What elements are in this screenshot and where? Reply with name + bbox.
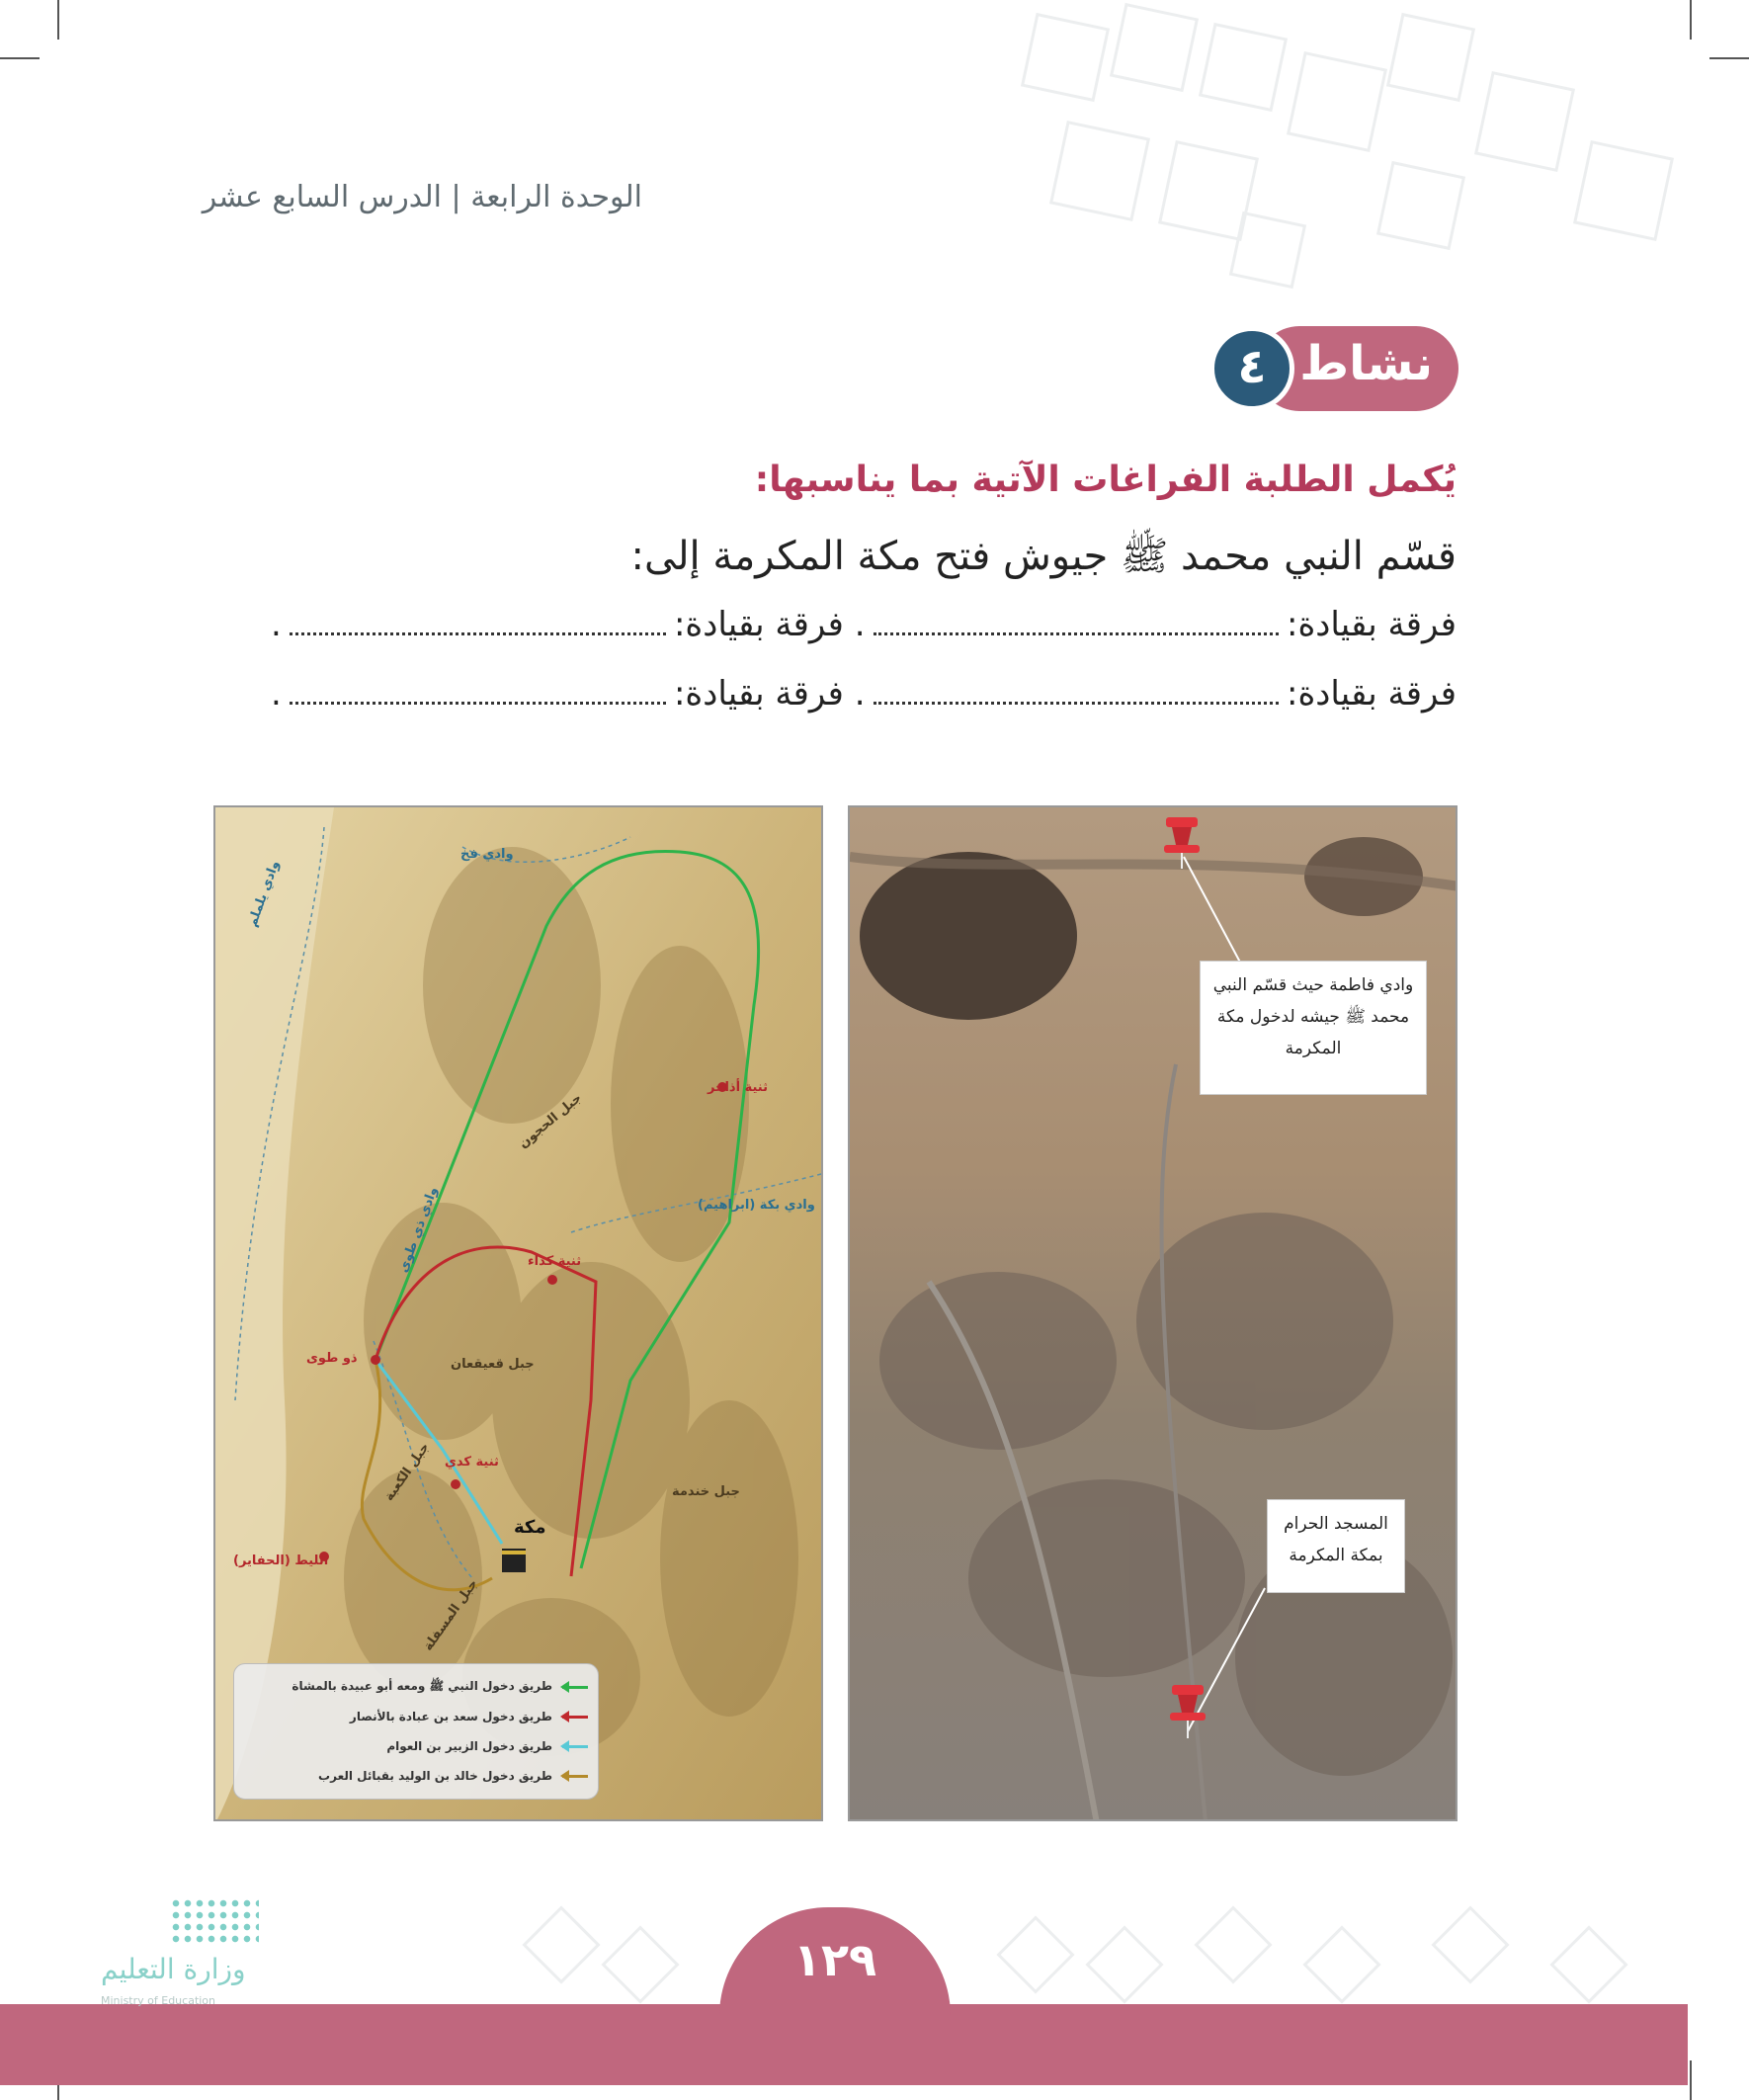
blank-field[interactable] [290, 609, 666, 635]
decorative-pattern [1085, 1925, 1163, 2003]
blank-row [271, 674, 1457, 714]
decorative-pattern [1474, 71, 1575, 172]
feature-label: جبل خندمة [672, 1484, 740, 1499]
activity-badge [1209, 326, 1458, 411]
decorative-pattern [1110, 3, 1199, 92]
legend-item [244, 1761, 588, 1791]
arrow-icon [562, 1745, 588, 1748]
place-label: ذو طوى [306, 1351, 358, 1366]
blank-end: . [271, 674, 282, 714]
breadcrumb: الوحدة الرابعة | الدرس السابع عشر [202, 180, 642, 214]
place-label: مكة [514, 1517, 546, 1538]
legend-label: طريق دخول سعد بن عبادة بالأنصار [349, 1710, 552, 1723]
decorative-pattern [601, 1925, 679, 2003]
activity-number-circle [1209, 326, 1294, 411]
page-number: ١٢٩ [792, 1933, 877, 1986]
legend-label: طريق دخول النبي ﷺ ومعه أبو عبيدة بالمشاة [292, 1678, 552, 1693]
blank-label: فرقة بقيادة: [1287, 605, 1457, 644]
blank-field[interactable] [874, 678, 1279, 705]
arrow-icon [562, 1775, 588, 1778]
legend-label: طريق دخول خالد بن الوليد بقبائل العرب [318, 1769, 552, 1783]
crop-mark [0, 57, 40, 59]
blank-label: فرقة بقيادة: [1287, 674, 1457, 714]
blank-row [271, 605, 1457, 644]
arrow-icon [562, 1686, 588, 1689]
feature-label: جبل الكعبة [381, 1440, 433, 1504]
instruction-text: يُكمل الطلبة الفراغات الآتية بما يناسبها: [754, 460, 1457, 500]
blank-label: . فرقة بقيادة: [673, 605, 866, 644]
blank-end: . [271, 605, 282, 644]
decorative-pattern [1549, 1925, 1627, 2003]
blank-field[interactable] [290, 678, 666, 705]
feature-label: وادي بكة (ابراهيم) [698, 1198, 815, 1213]
conquest-routes-map [213, 805, 823, 1821]
ministry-name-ar: وزارة التعليم [101, 1953, 246, 1985]
logo-dots-icon [170, 1897, 259, 1945]
decorative-pattern [1376, 161, 1465, 250]
feature-label: جبل قعيقعان [451, 1357, 535, 1372]
decorative-pattern [1194, 1905, 1272, 1983]
decorative-pattern [996, 1915, 1074, 1993]
activity-number: ٤ [1237, 339, 1267, 394]
place-label: الليط (الحفاير) [233, 1554, 329, 1568]
decorative-pattern [1573, 140, 1674, 241]
decorative-pattern [1049, 121, 1150, 221]
question-text: قسّم النبي محمد ﷺ جيوش فتح مكة المكرمة إلى: [630, 534, 1457, 579]
decorative-pattern [522, 1905, 600, 1983]
crop-mark [1690, 0, 1692, 40]
decorative-pattern [1386, 13, 1475, 102]
callout-box: المسجد الحرام بمكة المكرمة [1267, 1499, 1405, 1593]
feature-label: جبل المسفلة [420, 1576, 481, 1654]
place-label: ثنية كدي [445, 1455, 499, 1470]
place-label: ثنية كداء [528, 1254, 582, 1269]
decorative-pattern [1431, 1905, 1509, 1983]
ministry-name-en: Ministry of Education [101, 1994, 216, 2007]
ministry-logo [91, 1897, 269, 2026]
arrow-icon [562, 1716, 588, 1719]
map-legend [233, 1663, 599, 1800]
page-number-tab [719, 1907, 951, 2016]
feature-label: جبل الحجون [516, 1090, 585, 1152]
crop-mark [1690, 2060, 1692, 2100]
feature-label: وادي ذي طوى [395, 1185, 442, 1275]
legend-item [244, 1731, 588, 1761]
satellite-map [848, 805, 1458, 1821]
feature-label: وادي فخ [460, 847, 514, 862]
feature-label: وادي يلملم [245, 859, 284, 929]
activity-label: نشاط [1299, 336, 1433, 391]
satellite-image [850, 807, 1458, 1821]
blank-label: . فرقة بقيادة: [673, 674, 866, 714]
crop-mark [57, 0, 59, 40]
crop-mark [1709, 57, 1749, 59]
blank-field[interactable] [874, 609, 1279, 635]
callout-box: وادي فاطمة حيث قسّم النبي محمد ﷺ جيشه لدخول مكة المكرمة [1200, 961, 1427, 1095]
decorative-pattern [1287, 51, 1387, 152]
legend-label: طريق دخول الزبير بن العوام [386, 1739, 552, 1753]
legend-item [244, 1702, 588, 1731]
place-label: ثنية أذاخر [708, 1080, 768, 1095]
decorative-pattern [1021, 13, 1110, 102]
decorative-pattern [1199, 23, 1288, 112]
legend-item [244, 1672, 588, 1702]
decorative-pattern [1302, 1925, 1380, 2003]
decorative-pattern [1229, 211, 1306, 289]
